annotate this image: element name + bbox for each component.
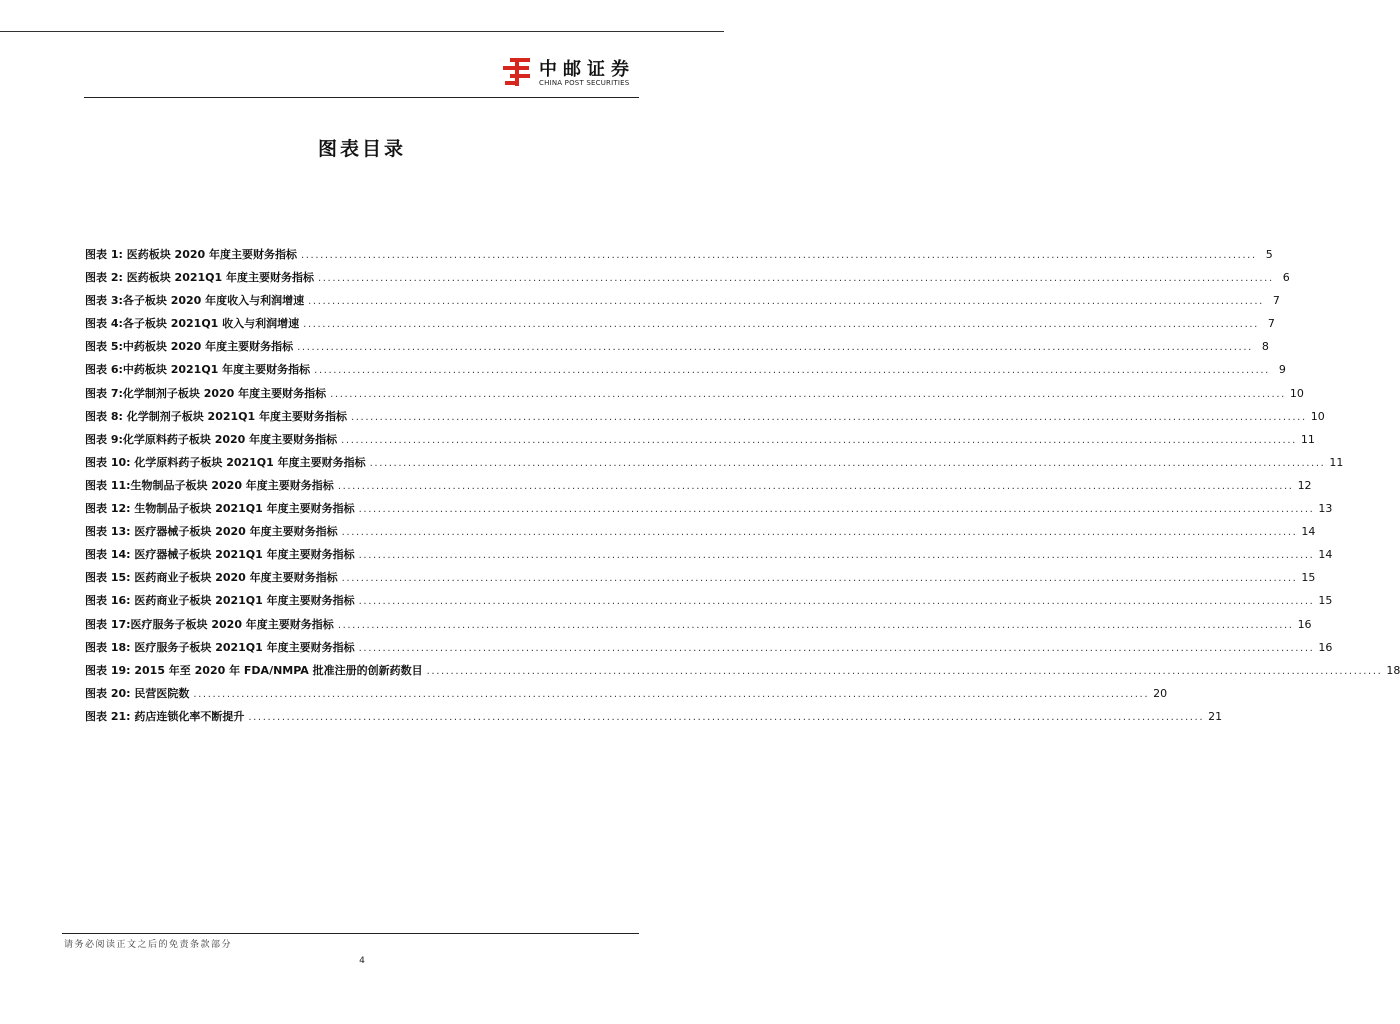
- toc-entry[interactable]: [85, 289, 1280, 312]
- toc-entry-page: 7: [1272, 294, 1280, 308]
- toc-entry-label: 图表 5:中药板块 2020 年度主要财务指标: [85, 340, 294, 354]
- toc-entry[interactable]: [85, 451, 1344, 474]
- toc-entry[interactable]: [85, 566, 1316, 589]
- toc-entry-label: 图表 7:化学制剂子板块 2020 年度主要财务指标: [85, 386, 327, 400]
- china-post-emblem-icon: [501, 55, 535, 89]
- toc-leader-dots: ........................................................................................................................................................................................................: [193, 688, 1150, 700]
- toc-entry[interactable]: [85, 705, 1223, 728]
- toc-entry[interactable]: [85, 266, 1290, 289]
- toc-entry-page: 15: [1318, 594, 1333, 608]
- toc-entry-label: 图表 11:生物制品子板块 2020 年度主要财务指标: [85, 478, 334, 492]
- footer-rule: [62, 933, 639, 934]
- page-number: 4: [359, 956, 365, 966]
- table-of-figures: [85, 243, 1400, 728]
- top-page-rule: [0, 31, 724, 32]
- toc-entry-label: 图表 8: 化学制剂子板块 2021Q1 年度主要财务指标: [85, 409, 347, 423]
- toc-leader-dots: ........................................................................................................................................................................................................: [358, 504, 1315, 516]
- toc-entry[interactable]: [85, 613, 1312, 636]
- toc-leader-dots: ........................................................................................................................................................................................................: [369, 457, 1326, 469]
- toc-entry-label: 图表 17:医疗服务子板块 2020 年度主要财务指标: [85, 617, 334, 631]
- toc-leader-dots: ........................................................................................................................................................................................................: [337, 619, 1294, 631]
- toc-entry-page: 13: [1318, 502, 1333, 516]
- toc-entry-page: 6: [1282, 271, 1290, 285]
- toc-leader-dots: ........................................................................................................................................................................................................: [341, 527, 1298, 539]
- toc-leader-dots: ........................................................................................................................................................................................................: [303, 319, 1259, 331]
- toc-leader-dots: ........................................................................................................................................................................................................: [426, 665, 1383, 677]
- toc-entry-page: 14: [1301, 525, 1316, 539]
- toc-leader-dots: ........................................................................................................................................................................................................: [337, 480, 1294, 492]
- toc-leader-dots: ........................................................................................................................................................................................................: [248, 711, 1205, 723]
- toc-entry[interactable]: [85, 243, 1273, 266]
- toc-leader-dots: ........................................................................................................................................................................................................: [308, 296, 1264, 308]
- toc-entry-page: 10: [1310, 409, 1325, 423]
- toc-leader-dots: ........................................................................................................................................................................................................: [358, 642, 1315, 654]
- toc-leader-dots: ........................................................................................................................................................................................................: [358, 550, 1315, 562]
- toc-entry-page: 20: [1153, 686, 1168, 700]
- toc-leader-dots: ........................................................................................................................................................................................................: [297, 342, 1253, 354]
- page-title: 图表目录: [317, 138, 406, 160]
- header-rule: [84, 97, 639, 98]
- toc-entry-page: 21: [1208, 709, 1223, 723]
- toc-entry[interactable]: [85, 358, 1286, 381]
- toc-entry-label: 图表 9:化学原料药子板块 2020 年度主要财务指标: [85, 432, 338, 446]
- toc-entry-label: 图表 15: 医药商业子板块 2020 年度主要财务指标: [85, 571, 338, 585]
- toc-leader-dots: ........................................................................................................................................................................................................: [358, 596, 1315, 608]
- toc-entry[interactable]: [85, 636, 1333, 659]
- toc-entry[interactable]: [85, 520, 1316, 543]
- toc-entry-label: 图表 19: 2015 年至 2020 年 FDA/NMPA 批准注册的创新药数目: [85, 663, 423, 677]
- toc-leader-dots: ........................................................................................................................................................................................................: [314, 365, 1270, 377]
- toc-entry-label: 图表 21: 药店连锁化率不断提升: [85, 709, 245, 723]
- toc-entry-page: 11: [1329, 455, 1344, 469]
- toc-entry-page: 14: [1318, 548, 1333, 562]
- toc-entry-page: 7: [1267, 317, 1275, 331]
- toc-leader-dots: ........................................................................................................................................................................................................: [318, 273, 1274, 285]
- logo-chinese-name: 中邮证券: [539, 59, 635, 80]
- toc-entry-label: 图表 4:各子板块 2021Q1 收入与利润增速: [85, 317, 300, 331]
- toc-entry-page: 9: [1278, 363, 1286, 377]
- toc-entry-label: 图表 13: 医疗器械子板块 2020 年度主要财务指标: [85, 525, 338, 539]
- toc-entry-page: 10: [1289, 386, 1304, 400]
- toc-entry-label: 图表 3:各子板块 2020 年度收入与利润增速: [85, 294, 305, 308]
- toc-entry-page: 16: [1318, 640, 1333, 654]
- toc-entry-label: 图表 2: 医药板块 2021Q1 年度主要财务指标: [85, 271, 314, 285]
- company-logo: [501, 55, 641, 91]
- toc-entry-page: 11: [1300, 432, 1315, 446]
- toc-leader-dots: ........................................................................................................................................................................................................: [341, 434, 1297, 446]
- toc-entry[interactable]: [85, 682, 1168, 705]
- toc-entry-page: 16: [1297, 617, 1312, 631]
- toc-entry[interactable]: [85, 405, 1325, 428]
- toc-entry-label: 图表 6:中药板块 2021Q1 年度主要财务指标: [85, 363, 311, 377]
- toc-entry-page: 12: [1297, 478, 1312, 492]
- toc-entry[interactable]: [85, 382, 1304, 405]
- toc-entry-label: 图表 12: 生物制品子板块 2021Q1 年度主要财务指标: [85, 502, 355, 516]
- toc-leader-dots: ........................................................................................................................................................................................................: [301, 250, 1257, 261]
- toc-entry-label: 图表 1: 医药板块 2020 年度主要财务指标: [85, 248, 297, 261]
- toc-entry-label: 图表 14: 医疗器械子板块 2021Q1 年度主要财务指标: [85, 548, 355, 562]
- toc-entry-page: 8: [1261, 340, 1269, 354]
- toc-entry-label: 图表 20: 民营医院数: [85, 686, 190, 700]
- toc-entry[interactable]: [85, 335, 1269, 358]
- logo-english-name: CHINA POST SECURITIES: [539, 79, 630, 87]
- toc-entry[interactable]: [85, 312, 1275, 335]
- toc-entry[interactable]: [85, 497, 1333, 520]
- toc-leader-dots: ........................................................................................................................................................................................................: [351, 411, 1307, 423]
- toc-entry[interactable]: [85, 589, 1333, 612]
- toc-entry-page: 18: [1386, 663, 1400, 677]
- toc-entry-label: 图表 10: 化学原料药子板块 2021Q1 年度主要财务指标: [85, 455, 366, 469]
- toc-entry[interactable]: [85, 543, 1333, 566]
- toc-entry-page: 15: [1301, 571, 1316, 585]
- toc-entry-label: 图表 16: 医药商业子板块 2021Q1 年度主要财务指标: [85, 594, 355, 608]
- toc-entry-page: 5: [1265, 248, 1273, 261]
- toc-entry[interactable]: [85, 428, 1315, 451]
- disclaimer-text: 请务必阅读正文之后的免责条款部分: [64, 940, 233, 950]
- toc-leader-dots: ........................................................................................................................................................................................................: [330, 388, 1286, 400]
- toc-leader-dots: ........................................................................................................................................................................................................: [341, 573, 1298, 585]
- toc-entry[interactable]: [85, 474, 1312, 497]
- toc-entry[interactable]: [85, 659, 1400, 682]
- toc-entry-label: 图表 18: 医疗服务子板块 2021Q1 年度主要财务指标: [85, 640, 355, 654]
